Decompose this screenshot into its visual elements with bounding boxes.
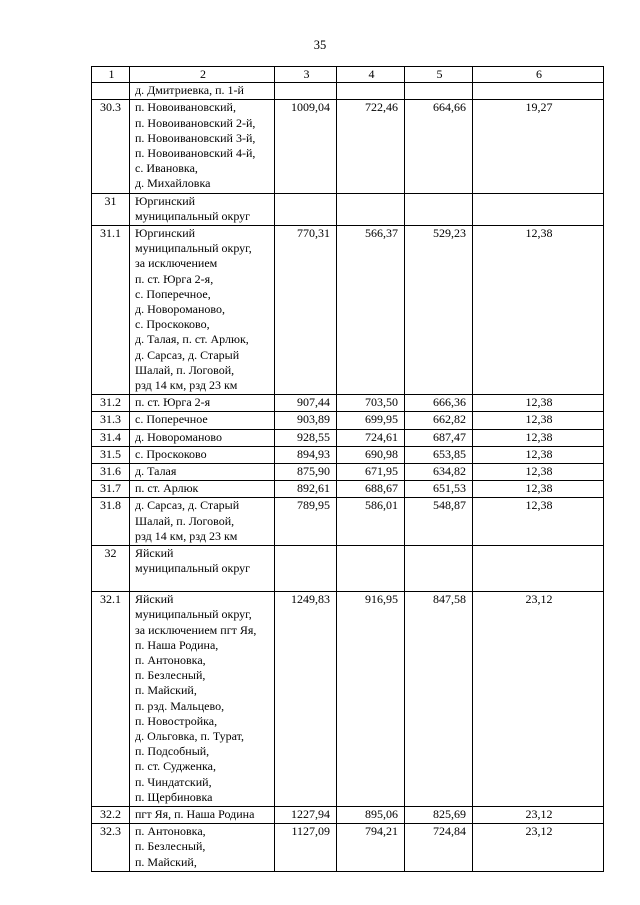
value-col4-cell xyxy=(337,193,405,225)
table-row xyxy=(92,446,604,463)
settlement-name-line: п. Подсобный, xyxy=(135,744,210,759)
value-col3-cell: 903,89 xyxy=(275,412,337,429)
table-row xyxy=(92,429,604,446)
settlement-name-line: п. рзд. Мальцево, xyxy=(135,698,225,713)
value-col4-cell: 724,61 xyxy=(337,429,405,446)
value-col6-cell xyxy=(473,193,604,225)
value-col5-cell: 651,53 xyxy=(405,481,473,498)
value-col5-cell: 548,87 xyxy=(405,498,473,546)
value-col6-cell: 12,38 xyxy=(473,481,604,498)
row-number-cell: 31.2 xyxy=(92,395,130,412)
settlement-name-line: д. Талая xyxy=(135,464,177,479)
settlement-name-line: п. Чиндатский, xyxy=(135,774,212,789)
value-col6-cell: 23,12 xyxy=(473,806,604,823)
page-number: 35 xyxy=(313,38,327,52)
settlement-name-line: п. Наша Родина, xyxy=(135,637,219,652)
value-col6-cell: 12,38 xyxy=(473,395,604,412)
settlement-name-line: муниципальный округ xyxy=(135,561,251,576)
settlement-name-line: п. Майский, xyxy=(135,854,197,869)
value-col3-cell: 789,95 xyxy=(275,498,337,546)
settlement-name-line: п. ст. Судженка, xyxy=(135,759,216,774)
table-row xyxy=(92,464,604,481)
value-col5-cell: 664,66 xyxy=(405,100,473,193)
value-col3-cell xyxy=(275,193,337,225)
value-col6-cell: 12,38 xyxy=(473,498,604,546)
settlement-name-line: муниципальный округ, xyxy=(135,241,252,256)
value-col4-cell: 566,37 xyxy=(337,226,405,395)
table-row xyxy=(92,824,604,872)
row-number-cell: 32.3 xyxy=(92,824,130,872)
column-number-row xyxy=(92,67,604,83)
value-col3-cell: 894,93 xyxy=(275,446,337,463)
settlement-name-line: д. Новороманово xyxy=(135,429,222,444)
row-number-cell: 31.8 xyxy=(92,498,130,546)
value-col4-cell: 586,01 xyxy=(337,498,405,546)
value-col5-cell xyxy=(405,193,473,225)
value-col4-cell xyxy=(337,83,405,100)
tariff-table-body xyxy=(92,67,604,872)
settlement-name-line: п. Новоивановский 4-й, xyxy=(135,146,256,161)
column-header-6: 6 xyxy=(473,67,604,83)
settlement-name-cell xyxy=(130,100,275,193)
settlement-name-line: рзд 14 км, рзд 23 км xyxy=(135,378,238,393)
row-number-cell: 32 xyxy=(92,546,130,592)
column-header-3: 3 xyxy=(275,67,337,83)
settlement-name-cell xyxy=(130,481,275,498)
settlement-name-line: с. Поперечное xyxy=(135,412,208,427)
value-col3-cell: 928,55 xyxy=(275,429,337,446)
table-row xyxy=(92,498,604,546)
value-col3-cell: 1249,83 xyxy=(275,592,337,807)
value-col6-cell: 12,38 xyxy=(473,446,604,463)
value-col5-cell: 847,58 xyxy=(405,592,473,807)
settlement-name-cell xyxy=(130,464,275,481)
value-col3-cell xyxy=(275,546,337,592)
settlement-name-line: п. ст. Арлюк xyxy=(135,481,199,496)
settlement-name-line: Шалай, п. Логовой, xyxy=(135,513,235,528)
value-col5-cell xyxy=(405,546,473,592)
settlement-name-line: Шалай, п. Логовой, xyxy=(135,362,235,377)
value-col3-cell: 1127,09 xyxy=(275,824,337,872)
settlement-name-line: Яйский xyxy=(135,592,174,607)
settlement-name-line: д. Ольговка, п. Турат, xyxy=(135,728,245,743)
settlement-name-line: п. Безлесный, xyxy=(135,668,206,683)
row-number-cell: 31.5 xyxy=(92,446,130,463)
value-col4-cell: 699,95 xyxy=(337,412,405,429)
value-col4-cell: 722,46 xyxy=(337,100,405,193)
settlement-name-cell xyxy=(130,395,275,412)
row-number-cell: 32.1 xyxy=(92,592,130,807)
table-row xyxy=(92,100,604,193)
value-col5-cell: 825,69 xyxy=(405,806,473,823)
value-col4-cell: 690,98 xyxy=(337,446,405,463)
settlement-name-cell xyxy=(130,446,275,463)
settlement-name-line: д. Сарсаз, д. Старый xyxy=(135,498,240,513)
table-row xyxy=(92,83,604,100)
settlement-name-cell xyxy=(130,824,275,872)
settlement-name-line: с. Поперечное, xyxy=(135,286,211,301)
row-number-cell: 31.3 xyxy=(92,412,130,429)
value-col4-cell: 895,06 xyxy=(337,806,405,823)
value-col3-cell: 875,90 xyxy=(275,464,337,481)
settlement-name-line: д. Дмитриевка, п. 1-й xyxy=(135,83,244,98)
settlement-name-line: д. Михайловка xyxy=(135,176,211,191)
settlement-name-cell xyxy=(130,546,275,592)
settlement-name-line: за исключением пгт Яя, xyxy=(135,622,257,637)
value-col3-cell xyxy=(275,83,337,100)
settlement-name-line: п. Новоивановский 3-й, xyxy=(135,130,256,145)
value-col3-cell: 892,61 xyxy=(275,481,337,498)
settlement-name-cell xyxy=(130,193,275,225)
value-col5-cell: 687,47 xyxy=(405,429,473,446)
settlement-name-line: п. ст. Юрга 2-я xyxy=(135,395,211,410)
settlement-name-line: муниципальный округ, xyxy=(135,607,252,622)
value-col5-cell: 653,85 xyxy=(405,446,473,463)
row-number-cell: 31 xyxy=(92,193,130,225)
table-row xyxy=(92,395,604,412)
row-number-cell: 31.1 xyxy=(92,226,130,395)
column-header-4: 4 xyxy=(337,67,405,83)
value-col6-cell: 19,27 xyxy=(473,100,604,193)
value-col6-cell: 23,12 xyxy=(473,824,604,872)
value-col5-cell: 634,82 xyxy=(405,464,473,481)
settlement-name-line: Яйский xyxy=(135,546,174,561)
settlement-name-line: с. Ивановка, xyxy=(135,161,198,176)
settlement-name-cell xyxy=(130,412,275,429)
row-number-cell: 32.2 xyxy=(92,806,130,823)
column-header-2: 2 xyxy=(130,67,275,83)
settlement-name-cell xyxy=(130,429,275,446)
table-row xyxy=(92,412,604,429)
table-row xyxy=(92,592,604,807)
settlement-name-line: Юргинский xyxy=(135,226,196,241)
settlement-name-line: п. ст. Юрга 2-я, xyxy=(135,271,214,286)
value-col5-cell: 662,82 xyxy=(405,412,473,429)
table-row xyxy=(92,481,604,498)
value-col4-cell: 688,67 xyxy=(337,481,405,498)
value-col6-cell: 12,38 xyxy=(473,464,604,481)
settlement-name-line: п. Щербиновка xyxy=(135,789,213,804)
value-col5-cell: 666,36 xyxy=(405,395,473,412)
value-col3-cell: 1009,04 xyxy=(275,100,337,193)
value-col5-cell: 724,84 xyxy=(405,824,473,872)
settlement-name-line: пгт Яя, п. Наша Родина xyxy=(135,806,255,821)
row-number-cell xyxy=(92,83,130,100)
settlement-name-line: п. Антоновка, xyxy=(135,652,206,667)
settlement-name-line: д. Новороманово, xyxy=(135,302,225,317)
settlement-name-line: Юргинский xyxy=(135,193,196,208)
row-number-cell: 31.4 xyxy=(92,429,130,446)
value-col4-cell: 794,21 xyxy=(337,824,405,872)
tariff-table xyxy=(91,66,604,872)
value-col5-cell: 529,23 xyxy=(405,226,473,395)
row-number-cell: 31.6 xyxy=(92,464,130,481)
settlement-name-line: с. Проскоково, xyxy=(135,317,210,332)
column-header-5: 5 xyxy=(405,67,473,83)
settlement-name-line: муниципальный округ xyxy=(135,208,251,223)
table-row xyxy=(92,193,604,225)
value-col4-cell: 703,50 xyxy=(337,395,405,412)
value-col6-cell: 12,38 xyxy=(473,412,604,429)
table-row xyxy=(92,226,604,395)
value-col6-cell xyxy=(473,546,604,592)
value-col6-cell xyxy=(473,83,604,100)
settlement-name-line: п. Безлесный, xyxy=(135,839,206,854)
settlement-name-cell xyxy=(130,592,275,807)
value-col6-cell: 12,38 xyxy=(473,429,604,446)
settlement-name-cell xyxy=(130,83,275,100)
settlement-name-line: п. Антоновка, xyxy=(135,824,206,839)
value-col4-cell: 916,95 xyxy=(337,592,405,807)
value-col6-cell: 23,12 xyxy=(473,592,604,807)
value-col3-cell: 907,44 xyxy=(275,395,337,412)
column-header-1: 1 xyxy=(92,67,130,83)
row-number-cell: 31.7 xyxy=(92,481,130,498)
row-number-cell: 30.3 xyxy=(92,100,130,193)
value-col4-cell xyxy=(337,546,405,592)
settlement-name-cell xyxy=(130,226,275,395)
settlement-name-line: п. Майский, xyxy=(135,683,197,698)
table-row xyxy=(92,806,604,823)
table-row xyxy=(92,546,604,592)
settlement-name-line: рзд 14 км, рзд 23 км xyxy=(135,528,238,543)
value-col3-cell: 1227,94 xyxy=(275,806,337,823)
settlement-name-line: д. Талая, п. ст. Арлюк, xyxy=(135,332,249,347)
settlement-name-line: п. Новоивановский, xyxy=(135,100,236,115)
value-col3-cell: 770,31 xyxy=(275,226,337,395)
settlement-name-line: с. Проскоково xyxy=(135,446,207,461)
settlement-name-line: п. Новостройка, xyxy=(135,713,218,728)
settlement-name-line: д. Сарсаз, д. Старый xyxy=(135,347,240,362)
settlement-name-cell xyxy=(130,806,275,823)
value-col4-cell: 671,95 xyxy=(337,464,405,481)
settlement-name-cell xyxy=(130,498,275,546)
value-col5-cell xyxy=(405,83,473,100)
value-col6-cell: 12,38 xyxy=(473,226,604,395)
settlement-name-line: п. Новоивановский 2-й, xyxy=(135,115,256,130)
settlement-name-line: за исключением xyxy=(135,256,218,271)
